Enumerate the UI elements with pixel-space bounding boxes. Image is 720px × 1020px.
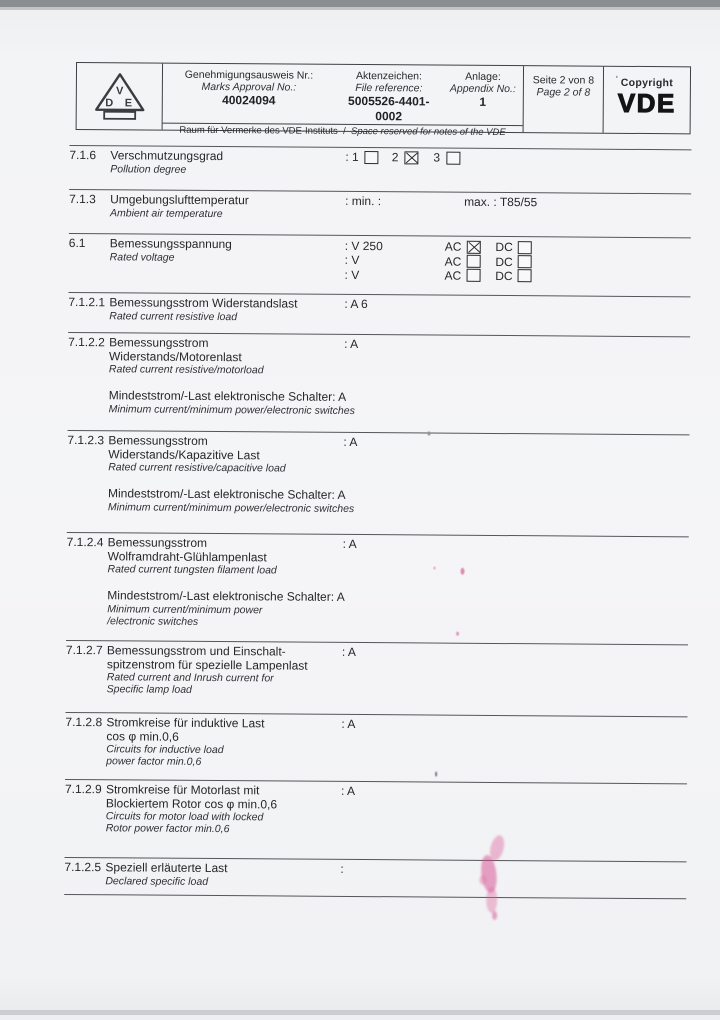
section-title-de-2: spitzenstrom für spezielle Lampenlast [106,656,308,673]
copyright-label: Copyright [620,76,674,90]
notes-label-de: Raum für Vermerke des VDE-Instituts [179,124,338,137]
section-title-de-2: cos φ min.0,6 [106,728,179,744]
rated-voltage-values [345,239,383,282]
section-7-1-2-9 [65,779,687,839]
section-title-de-2: Wolframdraht-Glühlampenlast [107,548,267,564]
approval-label-de: Genehmigungsausweis Nr.: [184,68,314,82]
section-number: 7.1.2.2 [68,334,105,350]
ac-label: AC [444,239,462,254]
rated-current-value: : A [340,783,356,798]
stray-tick-mark: ' [615,74,618,86]
file-label-en: File reference: [355,81,423,95]
voltage-row-2: : V [344,253,360,268]
rated-current-value: : A [343,434,358,450]
section-7-1-3 [69,189,691,223]
rated-current-value: : A 6 [344,296,368,312]
section-title-de: Bemessungsstrom [108,433,208,448]
section-number: 7.1.6 [69,147,97,163]
min-current-label-de: Mindeststrom/-Last elektronische Schalter: A [108,388,347,405]
section-number: 7.1.2.4 [66,534,104,550]
file-reference-block [335,65,443,125]
section-title-en-2: Rotor power factor min.0,6 [105,822,230,836]
rated-current-value: : A [342,536,357,552]
dc-label: DC [495,240,513,255]
section-number: 7.1.2.5 [64,859,102,875]
section-title-en: Rated voltage [109,250,175,264]
option-2-label: 2 [391,150,399,165]
ac-label: AC [444,254,462,269]
section-title-en: Rated current resistive/motorload [108,363,264,377]
section-7-1-2-3 [67,430,690,518]
section-7-1-2-2 [68,332,691,420]
section-title-en-2: power factor min.0,6 [106,755,202,769]
min-current-label-en: Minimum current/minimum power [107,603,263,617]
svg-text:E: E [124,97,132,110]
file-reference-number: 5005526-4401-0002 [348,93,430,124]
section-title-en: Pollution degree [110,162,187,176]
svg-text:D: D [104,97,113,110]
rated-current-value: : A [341,716,356,731]
section-7-1-2-4 [66,532,689,632]
min-current-label-en: Minimum current/minimum power/electronic switches [107,501,355,515]
page-label-en: Page 2 of 8 [536,86,591,99]
section-title-en: Rated current resistive load [109,309,238,323]
section-title-de: Umgebungslufttemperatur [110,192,249,208]
page-label-de: Seite 2 von 8 [532,74,595,87]
dc-label: DC [495,268,513,284]
svg-text:V: V [115,85,123,98]
voltage-row-1: : V 250 [344,238,383,254]
checkbox-pollution-2[interactable] [404,152,418,165]
checkbox-v1-dc[interactable] [518,241,532,254]
section-title-de-2: Blockiertem Rotor cos φ min.0,6 [105,795,278,811]
section-title-en: Rated current resistive/capacitive load [108,461,286,475]
checkbox-pollution-1[interactable] [365,151,379,164]
ac-label: AC [444,268,462,283]
dc-label: DC [495,254,513,269]
section-number: 7.1.2.3 [67,432,105,448]
section-title-en: Rated current tungsten filament load [107,563,277,577]
max-temperature-field: max. : T85/55 [464,194,538,210]
notes-label-en: Space reserved for notes of the VDE [350,125,506,139]
vde-triangle-logo-icon [90,70,148,122]
file-label-de: Aktenzeichen: [355,69,422,83]
section-number: 7.1.2.8 [65,714,103,730]
section-title-de: Stromkreise für induktive Last [106,715,265,731]
pink-speck [456,632,459,636]
approval-number: 40024094 [222,93,276,108]
min-current-label-de: Mindeststrom/-Last elektronische Schalter: A [107,588,345,605]
section-title-de: Bemessungsstrom [109,335,209,350]
section-title-de: Speziell erläuterte Last [105,860,228,876]
section-7-1-6 [69,145,691,179]
min-temperature-field: : min. : [345,193,382,209]
section-title-de: Verschmutzungsgrad [110,148,224,164]
section-7-1-2-7 [66,640,688,700]
approval-number-block [163,64,335,124]
section-7-1-2-1 [68,292,690,326]
rated-current-value: : A [344,336,359,352]
approval-label-en: Marks Approval No.: [201,80,297,94]
gray-speck [435,772,437,777]
pollution-degree-options [345,151,460,165]
section-title-en: Declared specific load [105,874,209,888]
appendix-label-en: Appendix No.: [449,82,516,96]
ac-dc-checkbox-grid [445,240,532,284]
section-number: 7.1.2.7 [65,642,103,658]
vde-wordmark: VDE [617,87,676,119]
section-title-de: Bemessungsstrom [107,535,208,550]
section-title-en: Ambient air temperature [109,206,223,220]
closing-rule [64,894,686,899]
section-title-de: Bemessungsstrom und Einschalt- [106,643,286,659]
option-3-label: 3 [433,150,441,165]
section-title-en: Rated current and Inrush current for [106,671,274,685]
section-7-1-2-5 [64,857,686,891]
section-title-de: Bemessungsstrom Widerstandslast [109,295,298,311]
section-number: 7.1.3 [69,191,96,207]
header-box [76,62,691,139]
checkbox-pollution-3[interactable] [446,152,460,165]
section-number: 6.1 [68,235,86,251]
section-title-en: Circuits for inductive load [106,743,224,757]
declared-load-value: : [340,861,344,876]
page-number-cell [523,66,603,133]
notes-strip [163,123,523,142]
min-current-label-en-2: /electronic switches [107,615,199,629]
section-title-de: Stromkreise für Motorlast mit [105,782,260,798]
section-number: 7.1.2.9 [64,781,102,797]
header-middle [163,64,523,139]
checkbox-v3-dc[interactable] [518,270,532,283]
copyright-cell [603,67,690,134]
option-1-label: : 1 [345,149,359,165]
appendix-block [443,66,523,126]
vde-logo-cell [77,63,163,130]
checkbox-v2-dc[interactable] [518,255,532,268]
notes-separator: / [343,125,346,137]
section-title-de: Bemessungsspannung [109,236,232,252]
rated-current-value: : A [341,644,357,659]
section-title-de-2: Widerstands/Kapazitive Last [108,446,260,462]
section-7-1-2-8 [65,712,687,772]
min-current-label-de: Mindeststrom/-Last elektronische Schalter: A [107,486,346,503]
section-title-de-2: Widerstands/Motorenlast [108,348,242,364]
section-title-en: Circuits for motor load with locked [105,810,264,824]
appendix-label-de: Anlage: [465,70,501,83]
section-number: 7.1.2.1 [68,294,106,310]
section-title-en-2: Specific lamp load [106,683,192,697]
checkbox-v3-ac[interactable] [466,269,480,282]
appendix-number: 1 [479,94,487,109]
min-current-label-en: Minimum current/minimum power/electronic switches [108,403,355,417]
checkbox-v1-ac[interactable] [466,240,480,253]
section-6-1 [69,233,691,289]
voltage-row-3: : V [344,267,360,282]
checkbox-v2-ac[interactable] [466,255,480,268]
